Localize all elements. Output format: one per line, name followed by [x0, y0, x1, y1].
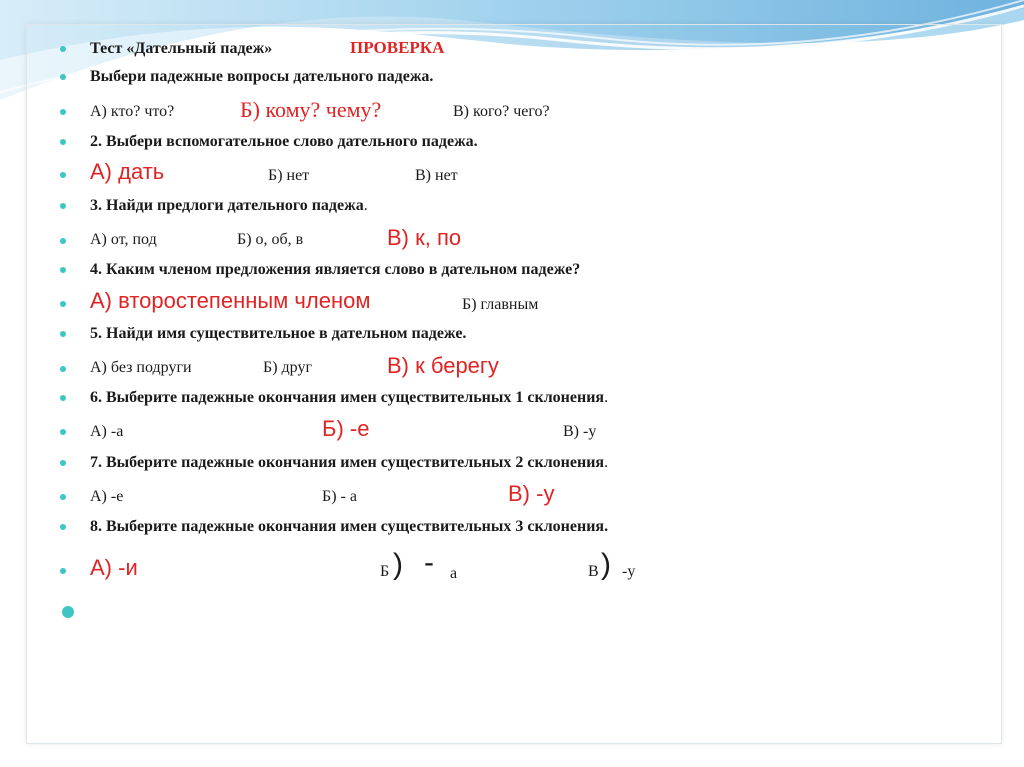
question-7-period: .	[604, 454, 609, 471]
bullet-dot	[60, 524, 66, 530]
question-7-text	[90, 454, 608, 472]
bullet-dot	[60, 568, 66, 574]
answer-4a-correct: А) второстепенным членом	[90, 288, 371, 313]
question-8-text: 8. Выберите падежные окончания имен существительных 3 склонения.	[90, 518, 609, 535]
answer-7b: Б) - а	[322, 488, 357, 505]
answer-5a: А) без подруги	[90, 359, 192, 376]
bullet-dot	[60, 203, 66, 209]
bullet-dot	[60, 238, 66, 244]
answer-2a-correct: А) дать	[90, 159, 165, 184]
answer-5b: Б) друг	[263, 359, 313, 376]
answer-1b-correct: Б) кому? чему?	[240, 97, 382, 122]
question-1-text: Выбери падежные вопросы дательного падежа.	[90, 68, 434, 85]
answer-6b-correct: Б) -е	[322, 416, 370, 441]
question-6-main: 6. Выберите падежные окончания имен существительных 1 склонения	[90, 389, 605, 406]
question-3-text	[90, 197, 368, 215]
question-7-main: 7. Выберите падежные окончания имен существительных 2 склонения	[90, 454, 605, 471]
bullet-dot	[60, 429, 66, 435]
question-3-period: .	[363, 197, 368, 214]
bullet-dot	[60, 109, 66, 115]
answer-6c: В) -у	[563, 423, 597, 440]
answer-8c-letter: В	[588, 563, 599, 580]
answer-3b: Б) о, об, в	[237, 231, 304, 248]
answer-2b: Б) нет	[268, 167, 310, 184]
answer-6a: А) -а	[90, 423, 124, 440]
bullet-dot	[60, 301, 66, 307]
answer-8b-letter: Б	[380, 563, 390, 580]
bullet-dot	[60, 395, 66, 401]
answer-7c-correct: В) -у	[508, 481, 555, 506]
answer-8b-dash: -	[424, 546, 434, 579]
bullet-dot	[60, 46, 66, 52]
bullet-dot	[60, 494, 66, 500]
test-title: Тест «Дательный падеж»	[90, 40, 273, 57]
answer-1a: А) кто? что?	[90, 103, 175, 120]
question-4-text: 4. Каким членом предложения является слово в дательном падеже?	[90, 261, 581, 278]
answer-3a: А) от, под	[90, 231, 157, 248]
answer-1c: В) кого? чего?	[453, 103, 550, 120]
content-frame	[26, 24, 1002, 744]
question-3-main: 3. Найди предлоги дательного падежа	[90, 197, 364, 214]
empty-bullet	[62, 606, 74, 618]
answer-7a: А) -е	[90, 488, 124, 505]
answer-8c-ending: -у	[622, 563, 636, 580]
question-6-period: .	[604, 389, 609, 406]
answer-2c: В) нет	[415, 167, 458, 184]
bullet-dot	[60, 331, 66, 337]
answer-5c-correct: В) к берегу	[387, 353, 499, 378]
check-label: ПРОВЕРКА	[350, 38, 445, 57]
answer-3c-correct: В) к, по	[387, 225, 462, 250]
answer-8a-correct: А) -и	[90, 555, 138, 580]
question-2-text: 2. Выбери вспомогательное слово дательного падежа.	[90, 133, 478, 150]
answer-8b-paren: )	[393, 548, 403, 581]
bullet-dot	[60, 172, 66, 178]
bullet-dot	[60, 460, 66, 466]
bullet-dot	[60, 267, 66, 273]
question-5-text: 5. Найди имя существительное в дательном падеже.	[90, 325, 467, 342]
bullet-dot	[60, 139, 66, 145]
question-6-text	[90, 389, 608, 407]
answer-8b-ending: а	[450, 565, 458, 582]
bullet-dot	[60, 74, 66, 80]
answer-4b: Б) главным	[462, 296, 539, 313]
answer-8c-paren: )	[601, 548, 611, 581]
bullet-dot	[60, 366, 66, 372]
